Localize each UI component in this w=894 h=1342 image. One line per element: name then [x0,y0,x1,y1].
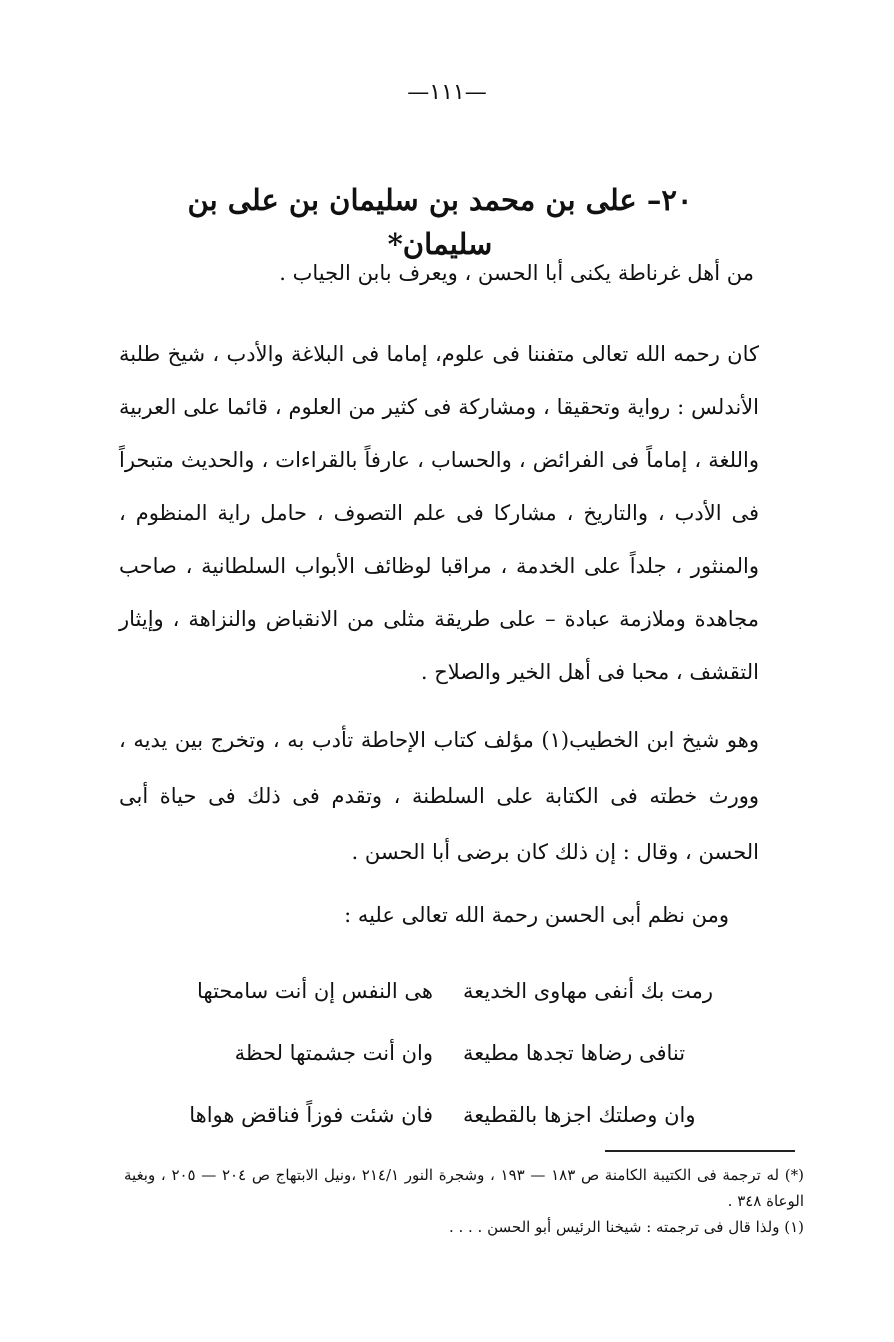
poem-verse [148,960,748,1022]
verse-first-hemistich: وان أنت جشمتها لحظة [234,1041,433,1065]
verse-first-hemistich: فان شئت فوزاً فناقض هواها [189,1103,433,1127]
verse-introduction: ومن نظم أبى الحسن رحمة الله تعالى عليه : [344,903,729,927]
page-number: —١١١— [407,80,487,105]
verse-first-hemistich: هى النفس إن أنت سامحتها [196,979,433,1003]
verse-second-hemistich: رمت بك أنفى مهاوى الخديعة [463,979,714,1003]
entry-title: ٢٠– على بن محمد بن سليمان بن على بن سليمان* [187,183,693,261]
entry-subtitle: من أهل غرناطة يكنى أبا الحسن ، ويعرف بابن الجياب . [279,261,754,285]
poem [148,960,748,1146]
poem-verse [148,1084,748,1146]
poem-verse [148,1022,748,1084]
footnote-separator [605,1150,795,1152]
footnote: (*) له ترجمة فى الكتيبة الكامنة ص ١٨٣ — ١٩٣ ، وشجرة النور ٢١٤/١ ،ونيل الابتهاج ص ٢٠٤ — ٢٠٥ ، وبغية الوعاة ٣٤٨ . [124,1166,804,1210]
teacher-paragraph: وهو شيخ ابن الخطيب(١) مؤلف كتاب الإحاطة تأدب به ، وتخرج بين يديه ، وورث خطته فى الكتابة على السلطنة ، وتقدم فى ذلك فى حياة أبى الحسن ، وقال : إن ذلك كان برضى أبا الحسن . [119,728,759,864]
verse-second-hemistich: تنافى رضاها تجدها مطيعة [463,1041,686,1065]
footnotes [124,1162,804,1240]
biography-paragraph: كان رحمه الله تعالى متفننا فى علوم، إماما فى البلاغة والأدب ، شيخ طلبة الأندلس : رواية وتحقيقا ، ومشاركة فى كثير من العلوم ، قائما على العربية واللغة ، إماماً فى الفرائض ، والحساب ، عارفاً بالقراءات ، والحديث متبحراً فى الأدب ، والتاريخ ، مشاركا فى علم التصوف ، حامل راية المنظوم ، والمنثور ، جلداً على الخدمة ، مراقبا لوظائف الأبواب السلطانية ، صاحب مجاهدة وملازمة عبادة – على طريقة مثلى من الانقباض والنزاهة ، وإيثار التقشف ، محبا فى أهل الخير والصلاح . [119,342,759,684]
footnote: (١) ولذا قال فى ترجمته : شيخنا الرئيس أبو الحسن . . . . [448,1218,804,1236]
verse-second-hemistich: وان وصلتك اجزها بالقطيعة [463,1103,696,1127]
